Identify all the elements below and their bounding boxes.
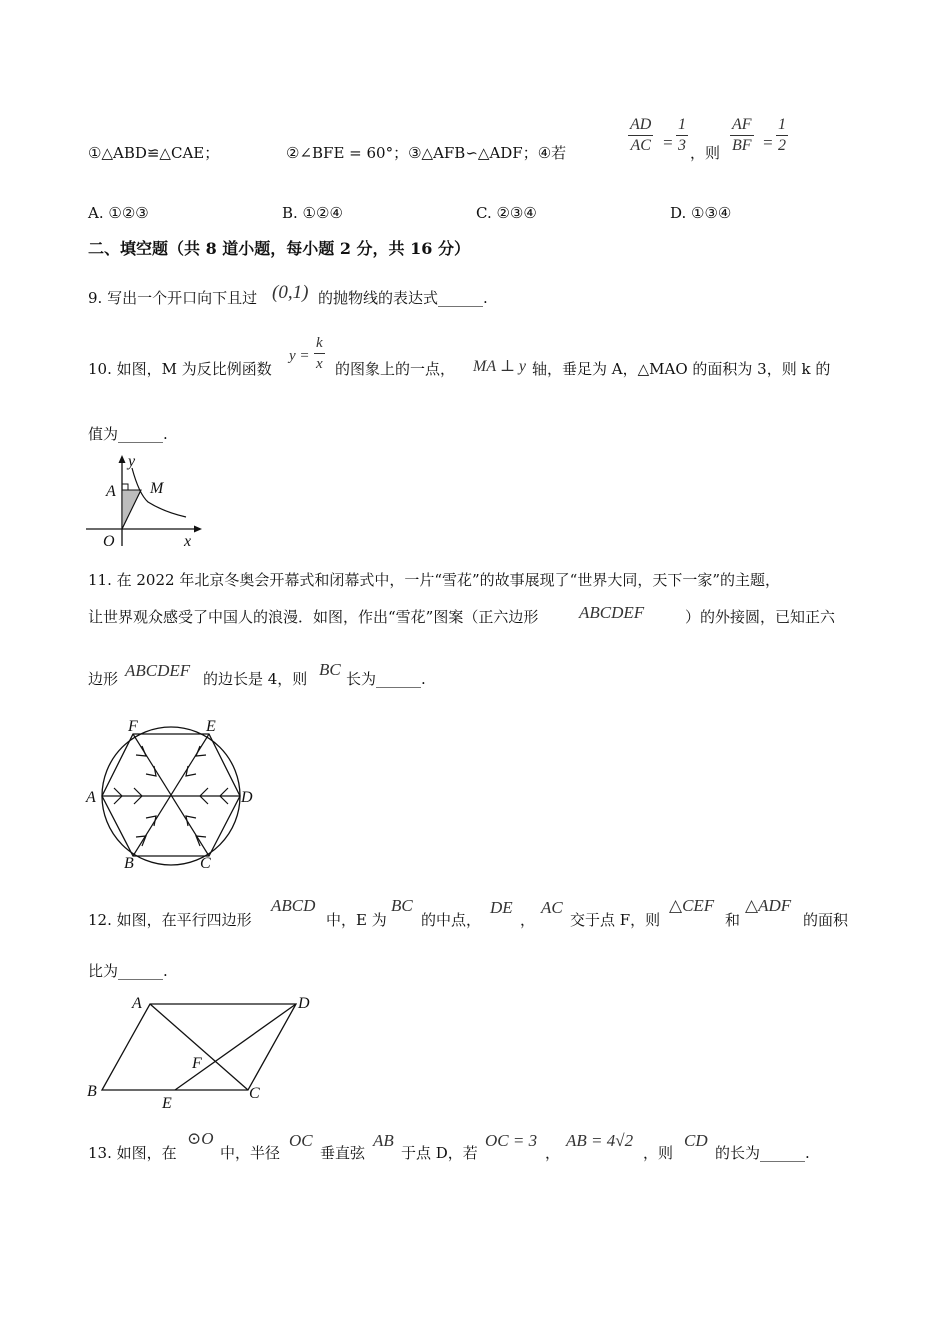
q13-text-mid4: ，则 bbox=[643, 1144, 674, 1162]
q9-text-post: 的抛物线的表达式______. bbox=[318, 289, 488, 307]
q10-line2: 值为______. bbox=[88, 425, 168, 443]
q11-hexagon-name: ABCDEF bbox=[579, 603, 645, 622]
q10-line1-post: 轴，垂足为 A，△MAO 的面积为 3，则 k 的 bbox=[532, 360, 831, 378]
q11-hexagon-name-2: ABCDEF bbox=[125, 661, 191, 680]
q10-line1-mid: 的图象上的一点， bbox=[335, 360, 456, 378]
q8-equals-2: = bbox=[762, 133, 774, 152]
q8-fraction-one-third: $\frac{1}{3}$ bbox=[678, 116, 686, 154]
q12-text-post: 的面积 bbox=[803, 911, 849, 929]
q12-line2: 比为______. bbox=[88, 962, 168, 980]
q11-line1: 11. 在 2022 年北京冬奥会开幕式和闭幕式中，一片“雪花”的故事展现了“世界大同，天下一家”的主题， bbox=[88, 571, 781, 589]
q11-label-e: E bbox=[206, 718, 216, 735]
q10-label-y: y bbox=[128, 453, 136, 470]
q13-text-mid1: 中，半径 bbox=[220, 1144, 281, 1162]
q10-label-a: A bbox=[106, 483, 116, 500]
q13-oc-equals: OC = 3 bbox=[485, 1131, 538, 1150]
q11-snowflake bbox=[102, 734, 240, 856]
q13-ab: AB bbox=[373, 1131, 394, 1150]
q9-text-pre: 9. 写出一个开口向下且过 bbox=[88, 289, 258, 307]
q13-oc: OC bbox=[289, 1131, 313, 1150]
q11-label-d: D bbox=[241, 789, 253, 806]
q13-text-mid3: 于点 D，若 bbox=[401, 1144, 478, 1162]
q11-line3-post: 长为______. bbox=[346, 670, 426, 688]
q11-label-a: A bbox=[86, 789, 96, 806]
q12-label-b: B bbox=[87, 1083, 97, 1100]
q10-label-x: x bbox=[184, 533, 192, 550]
q13-text-pre: 13. 如图，在 bbox=[88, 1144, 177, 1162]
q12-text-pre: 12. 如图，在平行四边形 bbox=[88, 911, 252, 929]
q10-right-angle-mark bbox=[122, 484, 128, 490]
q8-fraction-ad-ac: $\frac{AD}{AC}$ bbox=[630, 116, 652, 154]
q12-comma: ， bbox=[520, 911, 536, 929]
q11-line2-post: ）的外接圆，已知正六 bbox=[685, 608, 836, 626]
q8-fraction-af-bf: $\frac{AF}{BF}$ bbox=[732, 116, 752, 154]
q8-statement-1: ①△ABD≌△CAE； bbox=[88, 144, 220, 162]
q13-text-mid2: 垂直弦 bbox=[320, 1144, 366, 1162]
q8-then: ，则 bbox=[690, 144, 721, 162]
q12-bc: BC bbox=[391, 896, 413, 915]
q12-label-c: C bbox=[249, 1085, 260, 1102]
q11-snowflake-figure bbox=[84, 718, 260, 874]
q12-abcd: ABCD bbox=[271, 896, 316, 915]
q10-func-lhs: y = bbox=[289, 348, 310, 364]
q12-label-a: A bbox=[132, 995, 142, 1012]
choice-a[interactable]: A. ①②③ bbox=[88, 204, 149, 222]
q12-parallelogram-figure bbox=[84, 992, 324, 1112]
q11-label-f: F bbox=[128, 718, 138, 735]
q8-statement-2-3-4: ②∠BFE = 60°；③△AFB∽△ADF；④若 bbox=[286, 144, 567, 162]
q10-label-m: M bbox=[150, 480, 164, 497]
q10-label-o: O bbox=[103, 533, 115, 550]
q12-and: 和 bbox=[725, 911, 741, 929]
q9-point: (0,1) bbox=[272, 282, 309, 303]
q12-label-d: D bbox=[298, 995, 310, 1012]
q11-line3-mid: 的边长是 4，则 bbox=[203, 670, 308, 688]
q11-line3-pre: 边形 bbox=[88, 670, 119, 688]
q13-comma: ， bbox=[545, 1144, 561, 1162]
q12-text-mid3: 交于点 F，则 bbox=[570, 911, 661, 929]
q11-arc-bc: BC bbox=[319, 660, 341, 679]
q12-triangle-adf: △ADF bbox=[745, 896, 792, 915]
q10-figure bbox=[84, 450, 214, 550]
q8-equals-1: = bbox=[662, 133, 674, 152]
q13-text-post: 的长为______. bbox=[715, 1144, 810, 1162]
q11-label-b: B bbox=[124, 855, 134, 872]
choice-b[interactable]: B. ①②④ bbox=[282, 204, 343, 222]
q12-label-f: F bbox=[192, 1055, 202, 1072]
q12-text-mid1: 中，E 为 bbox=[326, 911, 387, 929]
q10-perp: MA ⊥ y bbox=[473, 358, 526, 375]
q10-func-fraction: $\frac{k}{x}$ bbox=[316, 335, 323, 372]
q12-label-e: E bbox=[162, 1095, 172, 1112]
section-heading: 二、填空题（共 8 道小题，每小题 2 分，共 16 分） bbox=[88, 239, 470, 258]
choice-d[interactable]: D. ①③④ bbox=[670, 204, 732, 222]
q12-parallelogram bbox=[102, 1004, 296, 1090]
q12-text-mid2: 的中点， bbox=[421, 911, 482, 929]
q13-cd: CD bbox=[684, 1131, 708, 1150]
q11-label-c: C bbox=[200, 855, 211, 872]
q13-circle-o: ⊙O bbox=[187, 1129, 214, 1148]
q12-triangle-cef: △CEF bbox=[669, 896, 715, 915]
q12-de: DE bbox=[490, 898, 513, 917]
q12-ac: AC bbox=[541, 898, 563, 917]
q8-fraction-one-half: $\frac{1}{2}$ bbox=[778, 116, 786, 154]
q13-ab-equals: AB = 4√2 bbox=[566, 1131, 634, 1150]
choice-c[interactable]: C. ②③④ bbox=[476, 204, 537, 222]
q10-line1-pre: 10. 如图，M 为反比例函数 bbox=[88, 360, 272, 378]
q11-line2-pre: 让世界观众感受了中国人的浪漫．如图，作出“雪花”图案（正六边形 bbox=[88, 608, 539, 626]
